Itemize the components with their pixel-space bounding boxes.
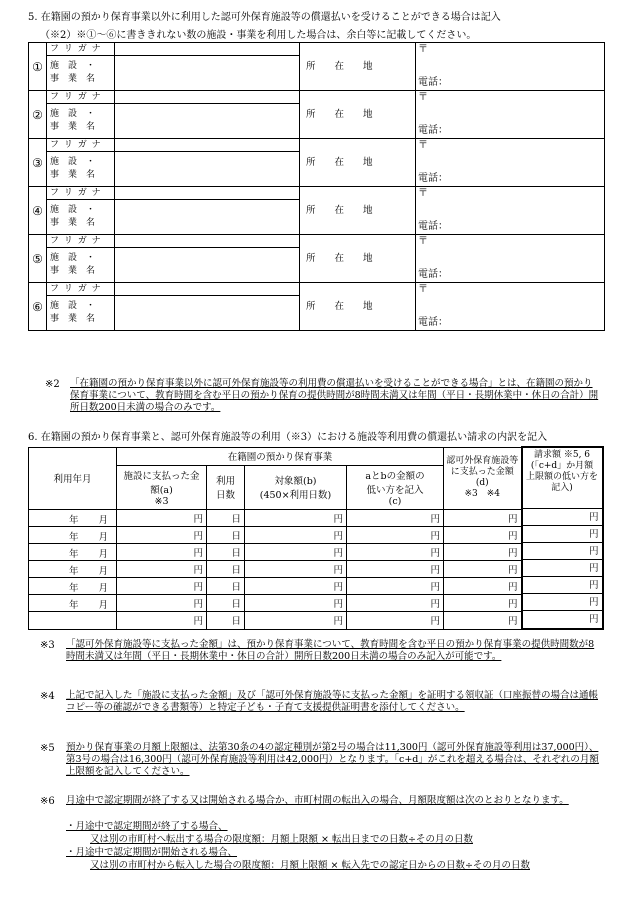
note3-text: 「認可外保育施設等に支払った金額」は、預かり保育事業について、教育時間を含む平日の預かり保育事業の提供時間数が8時間未満又は年間（平日・長期休業中・休日の合計）開所日数200日未満の場合のみ記入が可能です。	[66, 639, 595, 662]
claim-amount-field[interactable]: 円	[523, 543, 602, 560]
location-field[interactable]	[416, 187, 605, 235]
amount-b-field[interactable]: 円	[245, 544, 347, 561]
tel-label: 電話：	[418, 173, 448, 184]
facility-furigana-row	[29, 283, 605, 296]
postal-mark: 〒	[418, 188, 428, 199]
note5-mark: ※5	[40, 743, 55, 754]
furigana-field[interactable]	[115, 139, 300, 152]
note6-mark: ※6	[40, 796, 55, 807]
amount-b-field[interactable]: 円	[245, 578, 347, 595]
days-field[interactable]: 日	[207, 612, 245, 629]
postal-mark: 〒	[418, 92, 428, 103]
location-label: 所 在 地	[300, 139, 416, 187]
col-days-header: 利用 日数	[207, 465, 245, 509]
amount-c-field[interactable]: 円	[347, 561, 444, 578]
amount-c-field[interactable]: 円	[347, 578, 444, 595]
month-field[interactable]: 年 月	[29, 595, 117, 612]
postal-mark: 〒	[418, 44, 428, 55]
location-label: 所 在 地	[300, 283, 416, 331]
amount-a-field[interactable]: 円	[117, 561, 207, 578]
claim-row	[29, 544, 603, 561]
amount-c-field[interactable]: 円	[347, 526, 444, 543]
note2-mark: ※2	[45, 379, 60, 390]
note4-text: 上記で記入した「施設に支払った金額」及び「認可外保育施設等に支払った金額」を証明する領収証（口座振替の場合は通帳コピー等の確認ができる書類等）と特定子ども・子育て支援提供証明書を添付してください。	[66, 690, 599, 713]
note5-text: 預かり保育事業の月額上限額は、法第30条の4の認定種別が第2号の場合は11,300円（認可外保育施設等利用は37,000円）、第3号の場合は16,300円（認可外保育施設等利用は42,000円）となります。「c+d」がこれを超える場合は、それぞれの月額上限額を記入してください。	[66, 742, 599, 777]
claim-amount-field[interactable]: 円	[589, 614, 599, 625]
month-field[interactable]: 年 月	[29, 544, 117, 561]
claim-row	[29, 526, 603, 543]
days-field[interactable]: 日	[207, 595, 245, 612]
facility-furigana-row	[29, 187, 605, 200]
col-d-header: 認可外保育施設等 に支払った金額 (d) ※3 ※4	[444, 447, 522, 509]
furigana-label: フ リ ガ ナ	[47, 139, 115, 152]
amount-a-field[interactable]: 円	[117, 578, 207, 595]
facility-name-label: 施 設 ・ 事 業 名	[47, 200, 115, 235]
col-claim-header: 請求額 ※5, 6 (「c+d」か月額 上限額の低い方を 記入)	[523, 448, 602, 509]
postal-mark: 〒	[418, 140, 428, 151]
amount-d-field[interactable]: 円	[444, 595, 522, 612]
note6-line4: ・月途中で認定期間が開始される場合、	[66, 847, 238, 858]
note4-mark: ※4	[40, 691, 55, 702]
days-field[interactable]: 日	[207, 578, 245, 595]
location-field[interactable]	[416, 283, 605, 331]
col-a-header: 施設に支払った金 額(a) ※3	[117, 465, 207, 509]
claim-row	[29, 561, 603, 578]
claim-amount-field[interactable]: 円	[523, 577, 602, 594]
claim-row	[29, 612, 603, 629]
claim-row	[29, 595, 603, 612]
facility-furigana-row	[29, 43, 605, 56]
facility-name-label: 施 設 ・ 事 業 名	[47, 248, 115, 283]
furigana-field[interactable]	[115, 91, 300, 104]
amount-a-field[interactable]: 円	[117, 526, 207, 543]
furigana-field[interactable]	[115, 283, 300, 296]
facility-name-label: 施 設 ・ 事 業 名	[47, 104, 115, 139]
amount-c-field[interactable]: 円	[347, 544, 444, 561]
tel-label: 電話：	[418, 221, 448, 232]
facility-name-field[interactable]	[115, 56, 300, 91]
claim-column	[522, 447, 603, 629]
amount-d-field[interactable]: 円	[444, 544, 522, 561]
section5-subnote: （※2）※①～⑥に書ききれない数の施設・事業を利用した場合は、余白等に記載してください。	[40, 30, 477, 41]
tel-label: 電話：	[418, 77, 448, 88]
facility-name-field[interactable]	[115, 152, 300, 187]
claim-row	[29, 509, 603, 526]
section6-heading: 6. 在籍園の預かり保育事業と、認可外保育施設等の利用（※3）における施設等利用費の償還払い請求の内訳を記入	[28, 432, 548, 443]
facility-number: ⑥	[29, 283, 47, 331]
amount-b-field[interactable]: 円	[245, 595, 347, 612]
note6-line5: 又は別の市町村から転入した場合の限度額：月額上限額 × 転入先での認定日からの日数÷その月の日数	[90, 860, 530, 871]
location-field[interactable]	[416, 43, 605, 91]
postal-mark: 〒	[418, 284, 428, 295]
facility-furigana-row	[29, 235, 605, 248]
tel-label: 電話：	[418, 317, 448, 328]
claim-row	[29, 578, 603, 595]
days-field[interactable]: 日	[207, 544, 245, 561]
facility-name-field[interactable]	[115, 248, 300, 283]
month-field[interactable]: 年 月	[29, 561, 117, 578]
furigana-label: フ リ ガ ナ	[47, 91, 115, 104]
amount-c-field[interactable]: 円	[347, 595, 444, 612]
postal-mark: 〒	[418, 236, 428, 247]
amount-d-field[interactable]: 円	[444, 561, 522, 578]
amount-c-field[interactable]: 円	[347, 509, 444, 526]
facility-name-label: 施 設 ・ 事 業 名	[47, 152, 115, 187]
col-c-header: aとbの金額の 低い方を記入 (c)	[347, 465, 444, 509]
amount-a-field[interactable]: 円	[117, 595, 207, 612]
furigana-field[interactable]	[115, 235, 300, 248]
furigana-label: フ リ ガ ナ	[47, 235, 115, 248]
note2-text: 「在籍園の預かり保育事業以外に認可外保育施設等の利用費の償還払いを受けることができる場合」とは、在籍園の預かり保育事業について、教育時間を含む平日の預かり保育の提供時間が8時間未満又は年間（平日・長期休業中・休日の合計）開所日数200日未満の場合のみです。	[70, 378, 599, 413]
location-label: 所 在 地	[300, 235, 416, 283]
amount-b-field[interactable]: 円	[245, 509, 347, 526]
location-field[interactable]	[416, 91, 605, 139]
furigana-label: フ リ ガ ナ	[47, 187, 115, 200]
claim-amount-field[interactable]: 円	[523, 526, 602, 543]
furigana-field[interactable]	[115, 43, 300, 56]
facility-name-field[interactable]	[115, 104, 300, 139]
claim-amount-field[interactable]: 円	[523, 560, 602, 577]
furigana-label: フ リ ガ ナ	[47, 43, 115, 56]
amount-a-field[interactable]: 円	[117, 509, 207, 526]
claim-table	[28, 446, 604, 630]
location-label: 所 在 地	[300, 43, 416, 91]
claim-amount-field[interactable]: 円	[523, 594, 602, 611]
facility-name-field[interactable]	[115, 200, 300, 235]
note3-mark: ※3	[40, 640, 55, 651]
facility-number: ④	[29, 187, 47, 235]
facility-number: ①	[29, 43, 47, 91]
amount-b-field[interactable]: 円	[245, 612, 347, 629]
section5-heading: 5. 在籍園の預かり保育事業以外に利用した認可外保育施設等の償還払いを受けることができる場合は記入	[28, 12, 501, 23]
tel-label: 電話：	[418, 269, 448, 280]
amount-d-field[interactable]: 円	[444, 526, 522, 543]
facility-name-field[interactable]	[115, 296, 300, 331]
col-b-header: 対象額(b) (450×利用日数)	[245, 465, 347, 509]
facility-number: ③	[29, 139, 47, 187]
days-field[interactable]: 日	[207, 509, 245, 526]
month-field[interactable]: 年 月	[29, 509, 117, 526]
amount-a-field[interactable]: 円	[117, 544, 207, 561]
location-label: 所 在 地	[300, 91, 416, 139]
amount-d-field[interactable]: 円	[444, 612, 522, 629]
facility-furigana-row	[29, 139, 605, 152]
facility-furigana-row	[29, 91, 605, 104]
amount-d-field[interactable]: 円	[444, 578, 522, 595]
location-label: 所 在 地	[300, 187, 416, 235]
month-field[interactable]: 年 月	[29, 526, 117, 543]
facility-number: ②	[29, 91, 47, 139]
amount-b-field[interactable]: 円	[245, 526, 347, 543]
location-field[interactable]	[416, 139, 605, 187]
location-field[interactable]	[416, 235, 605, 283]
amount-d-field[interactable]: 円	[444, 509, 522, 526]
month-field[interactable]: 年 月	[29, 578, 117, 595]
col-month-header: 利用年月	[29, 447, 117, 509]
facility-number: ⑤	[29, 235, 47, 283]
claim-amount-field[interactable]: 円	[523, 509, 602, 526]
amount-b-field[interactable]: 円	[245, 561, 347, 578]
note6-line1: 月途中で認定期間が終了する又は開始される場合か、市町村間の転出入の場合、月額限度額は次のとおりとなります。	[66, 795, 569, 806]
group-header: 在籍園の預かり保育事業	[117, 447, 444, 465]
furigana-label: フ リ ガ ナ	[47, 283, 115, 296]
note6-line3: 又は別の市町村へ転出する場合の限度額：月額上限額 × 転出日までの日数÷その月の日数	[90, 834, 473, 845]
month-field[interactable]	[29, 612, 117, 629]
facility-name-label: 施 設 ・ 事 業 名	[47, 296, 115, 331]
amount-c-field[interactable]: 円	[347, 612, 444, 629]
furigana-field[interactable]	[115, 187, 300, 200]
tel-label: 電話：	[418, 125, 448, 136]
facility-name-label: 施 設 ・ 事 業 名	[47, 56, 115, 91]
days-field[interactable]: 日	[207, 561, 245, 578]
facility-table	[28, 42, 605, 331]
note6-line2: ・月途中で認定期間が終了する場合、	[66, 821, 228, 832]
days-field[interactable]: 日	[207, 526, 245, 543]
amount-a-field[interactable]: 円	[117, 612, 207, 629]
